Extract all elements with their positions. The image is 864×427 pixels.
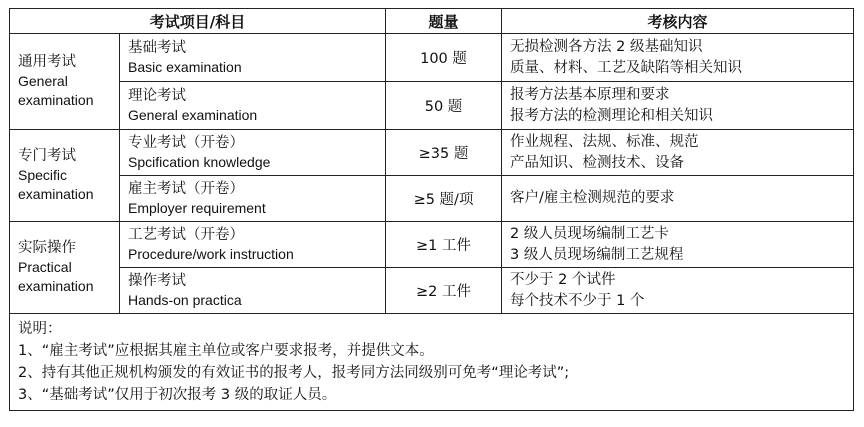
subject-name-zh: 理论考试 (128, 87, 186, 104)
category-name-zh: 专门考试 (18, 148, 76, 164)
content-cell (502, 130, 854, 176)
content-line: 每个技术不少于 1 个 (510, 292, 645, 309)
question-count: 100 题 (386, 34, 502, 82)
content-cell (502, 222, 854, 268)
note-line: 1、“雇主考试”应根据其雇主单位或客户要求报考，并提供文本。 (18, 343, 434, 359)
note-line: 3、“基础考试”仅用于初次报考 3 级的取证人员。 (18, 387, 337, 403)
table-row (10, 176, 854, 222)
content-line: 作业规程、法规、标准、规范 (510, 133, 699, 150)
category-name-en: examination (18, 278, 94, 294)
category-name-en: Specific (18, 167, 68, 183)
table-row (10, 222, 854, 268)
category-general (10, 34, 120, 130)
content-line: 质量、材料、工艺及缺陷等相关知识 (510, 59, 743, 76)
subject-cell (120, 82, 386, 130)
subject-name-en: Employer requirement (128, 199, 266, 216)
table-row (10, 82, 854, 130)
content-line: 2 级人员现场编制工艺卡 (510, 225, 669, 242)
question-count: ≥2 工件 (386, 268, 502, 314)
table-header-row (10, 9, 854, 34)
category-specific (10, 130, 120, 222)
content-cell (502, 176, 854, 222)
content-line: 3 级人员现场编制工艺规程 (510, 246, 684, 263)
category-practical (10, 222, 120, 314)
subject-cell (120, 34, 386, 82)
category-name-en: examination (18, 92, 94, 108)
subject-cell (120, 176, 386, 222)
notes-cell (10, 314, 854, 411)
subject-name-en: Procedure/work instruction (128, 245, 294, 262)
question-count: ≥1 工件 (386, 222, 502, 268)
subject-name-zh: 雇主考试（开卷） (128, 180, 244, 197)
subject-cell (120, 130, 386, 176)
category-name-en: examination (18, 186, 94, 202)
subject-cell (120, 222, 386, 268)
category-name-en: General (18, 73, 68, 89)
category-name-en: Practical (18, 259, 72, 275)
subject-name-zh: 操作考试 (128, 272, 186, 289)
exam-table (9, 8, 854, 411)
subject-name-en: Spcification knowledge (128, 153, 271, 170)
content-line: 产品知识、检测技术、设备 (510, 154, 685, 171)
subject-name-zh: 基础考试 (128, 39, 186, 56)
note-line: 2、持有其他正规机构颁发的有效证书的报考人，报考同方法同级别可免考“理论考试”; (18, 365, 570, 381)
table-row (10, 130, 854, 176)
content-line: 报考方法的检测理论和相关知识 (510, 107, 714, 124)
content-cell (502, 268, 854, 314)
category-name-zh: 通用考试 (18, 54, 76, 70)
header-content: 考核内容 (502, 9, 854, 34)
subject-name-zh: 工艺考试（开卷） (128, 226, 244, 243)
question-count: 50 题 (386, 82, 502, 130)
content-cell (502, 34, 854, 82)
subject-cell (120, 268, 386, 314)
exam-table-container (9, 8, 853, 411)
notes-row (10, 314, 854, 411)
category-name-zh: 实际操作 (18, 240, 76, 256)
notes-title: 说明： (18, 321, 62, 337)
subject-name-en: Hands-on practica (128, 291, 242, 308)
subject-name-en: General examination (128, 106, 258, 123)
content-line: 客户/雇主检测规范的要求 (510, 190, 675, 206)
subject-name-en: Basic examination (128, 58, 242, 75)
question-count: ≥35 题 (386, 130, 502, 176)
table-row (10, 268, 854, 314)
header-count: 题量 (386, 9, 502, 34)
content-line: 无损检测各方法 2 级基础知识 (510, 38, 703, 55)
header-subject: 考试项目/科目 (10, 9, 386, 34)
table-row (10, 34, 854, 82)
question-count: ≥5 题/项 (386, 176, 502, 222)
content-line: 不少于 2 个试件 (510, 271, 616, 288)
subject-name-zh: 专业考试（开卷） (128, 134, 244, 151)
content-line: 报考方法基本原理和要求 (510, 86, 670, 103)
content-cell (502, 82, 854, 130)
